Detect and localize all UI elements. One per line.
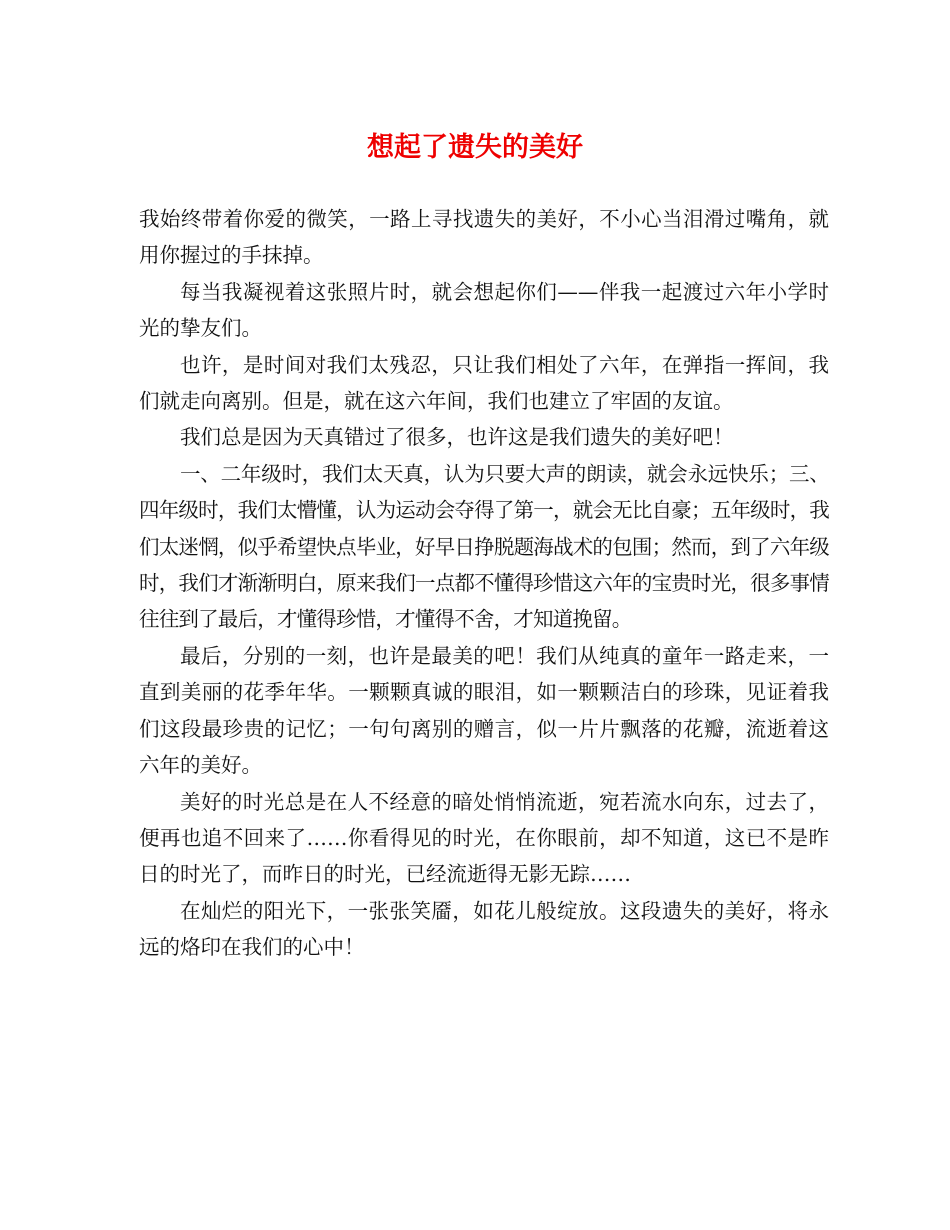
paragraph-8: 在灿烂的阳光下，一张张笑靥，如花儿般绽放。这段遗失的美好，将永远的烙印在我们的心中！ (139, 898, 829, 960)
paragraph-3: 也许，是时间对我们太残忍，只让我们相处了六年，在弹指一挥间，我们就走向离别。但是，就在这六年间，我们也建立了牢固的友谊。 (139, 352, 829, 414)
document-body (139, 201, 829, 966)
paragraph-4: 我们总是因为天真错过了很多，也许这是我们遗失的美好吧！ (180, 425, 734, 450)
paragraph-1: 我始终带着你爱的微笑，一路上寻找遗失的美好，不小心当泪滑过嘴角，就用你握过的手抹掉。 (139, 207, 829, 268)
paragraph-7: 美好的时光总是在人不经意的暗处悄悄流逝，宛若流水向东，过去了，便再也追不回来了……你看得见的时光，在你眼前，却不知道，这已不是昨日的时光了，而昨日的时光，已经流逝得无影无踪…… (139, 789, 829, 887)
paragraph-5: 一、二年级时，我们太天真，认为只要大声的朗读，就会永远快乐；三、四年级时，我们太懵懂，认为运动会夺得了第一，就会无比自豪；五年级时，我们太迷惘，似乎希望快点毕业，好早日挣脱题海战术的包围；然而，到了六年级时，我们才渐渐明白，原来我们一点都不懂得珍惜这六年的宝贵时光，很多事情往往到了最后，才懂得珍惜，才懂得不舍，才知道挽留。 (139, 461, 829, 632)
paragraph-2: 每当我凝视着这张照片时，就会想起你们——伴我一起渡过六年小学时光的挚友们。 (139, 279, 829, 341)
document-title: 想起了遗失的美好 (367, 132, 583, 163)
paragraph-6: 最后，分别的一刻，也许是最美的吧！我们从纯真的童年一路走来，一直到美丽的花季年华。一颗颗真诚的眼泪，如一颗颗洁白的珍珠，见证着我们这段最珍贵的记忆；一句句离别的赠言，似一片片飘落的花瓣，流逝着这六年的美好。 (139, 643, 829, 778)
